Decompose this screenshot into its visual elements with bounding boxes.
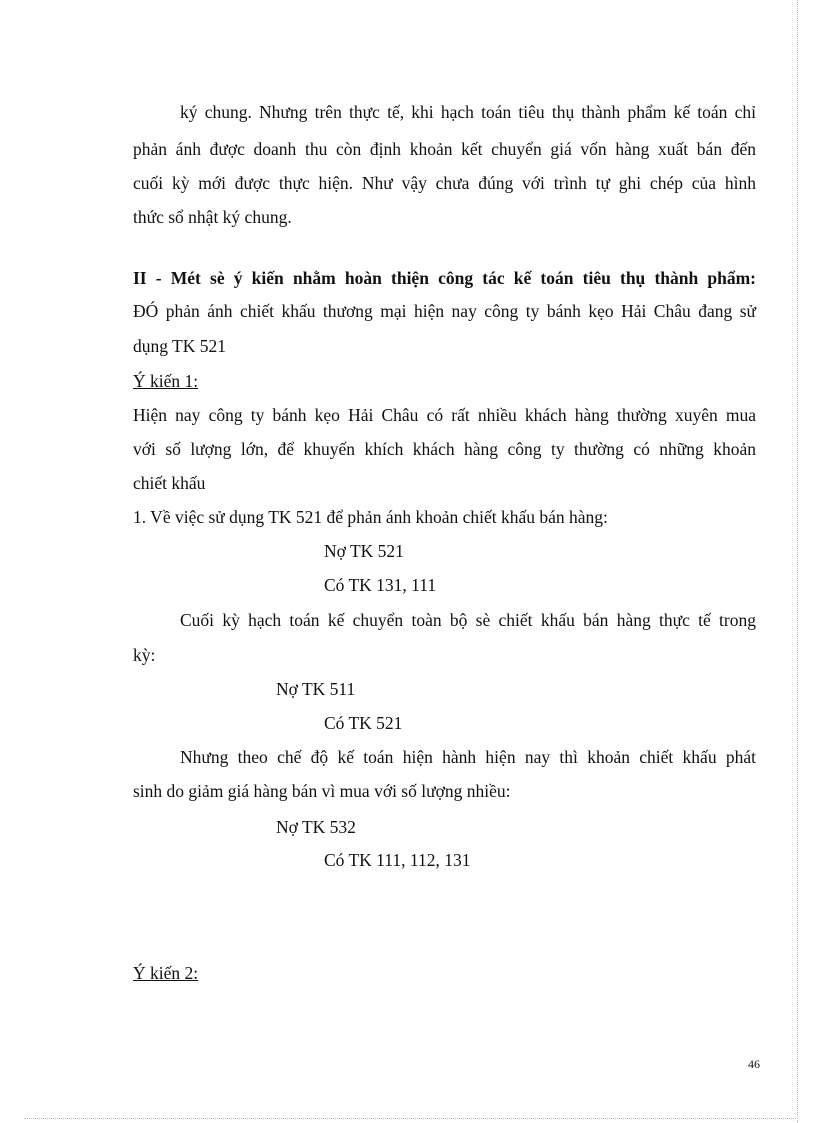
opinion-1-heading — [133, 371, 756, 391]
paragraph-line: Cuối kỳ hạch toán kế chuyển toàn bộ sè chiết khấu bán hàng thực tế trong — [180, 610, 756, 630]
debit-entry: Nợ TK 521 — [324, 541, 404, 561]
opinion-2-heading — [133, 963, 756, 983]
credit-entry: Có TK 111, 112, 131 — [324, 850, 471, 870]
page-number: 46 — [748, 1057, 760, 1071]
paragraph-line: phản ánh được doanh thu còn định khoản kết chuyển giá vốn hàng xuất bán đến — [133, 139, 756, 159]
page-border-bottom — [24, 1118, 798, 1119]
paragraph-line: dụng TK 521 — [133, 336, 227, 356]
debit-entry: Nợ TK 511 — [276, 679, 356, 699]
page-border-right — [797, 0, 798, 1123]
debit-entry: Nợ TK 532 — [276, 817, 356, 837]
opinion-1-label: Ý kiến 1: — [133, 371, 199, 391]
paragraph-line: ký chung. Nhưng trên thực tế, khi hạch toán tiêu thụ thành phẩm kế toán chỉ — [180, 102, 756, 122]
opinion-2-label: Ý kiến 2: — [133, 963, 199, 983]
paragraph-line: sinh do giảm giá hàng bán vì mua với số lượng nhiều: — [133, 781, 511, 801]
paragraph-line: Hiện nay công ty bánh kẹo Hải Châu có rất nhiều khách hàng thường xuyên mua — [133, 405, 756, 425]
paragraph-line: thức sổ nhật ký chung. — [133, 207, 292, 227]
section-heading: II - Mét sè ý kiến nhằm hoàn thiện công tác kế toán tiêu thụ thành phẩm: — [133, 268, 756, 288]
paragraph-line: kỳ: — [133, 645, 156, 665]
credit-entry: Có TK 131, 111 — [324, 575, 437, 595]
credit-entry: Có TK 521 — [324, 713, 403, 733]
numbered-item: 1. Về việc sử dụng TK 521 để phản ánh khoản chiết khấu bán hàng: — [133, 507, 608, 527]
paragraph-line: ĐÓ phản ánh chiết khấu thương mại hiện nay công ty bánh kẹo Hải Châu đang sử — [133, 301, 756, 321]
paragraph-line: chiết khấu — [133, 473, 206, 493]
paragraph-line: Nhưng theo chế độ kế toán hiện hành hiện nay thì khoản chiết khấu phát — [180, 747, 756, 767]
paragraph-line: cuối kỳ mới được thực hiện. Như vậy chưa đúng với trình tự ghi chép của hình — [133, 173, 756, 193]
paragraph-line: với số lượng lớn, để khuyến khích khách hàng công ty thường có những khoản — [133, 439, 756, 459]
